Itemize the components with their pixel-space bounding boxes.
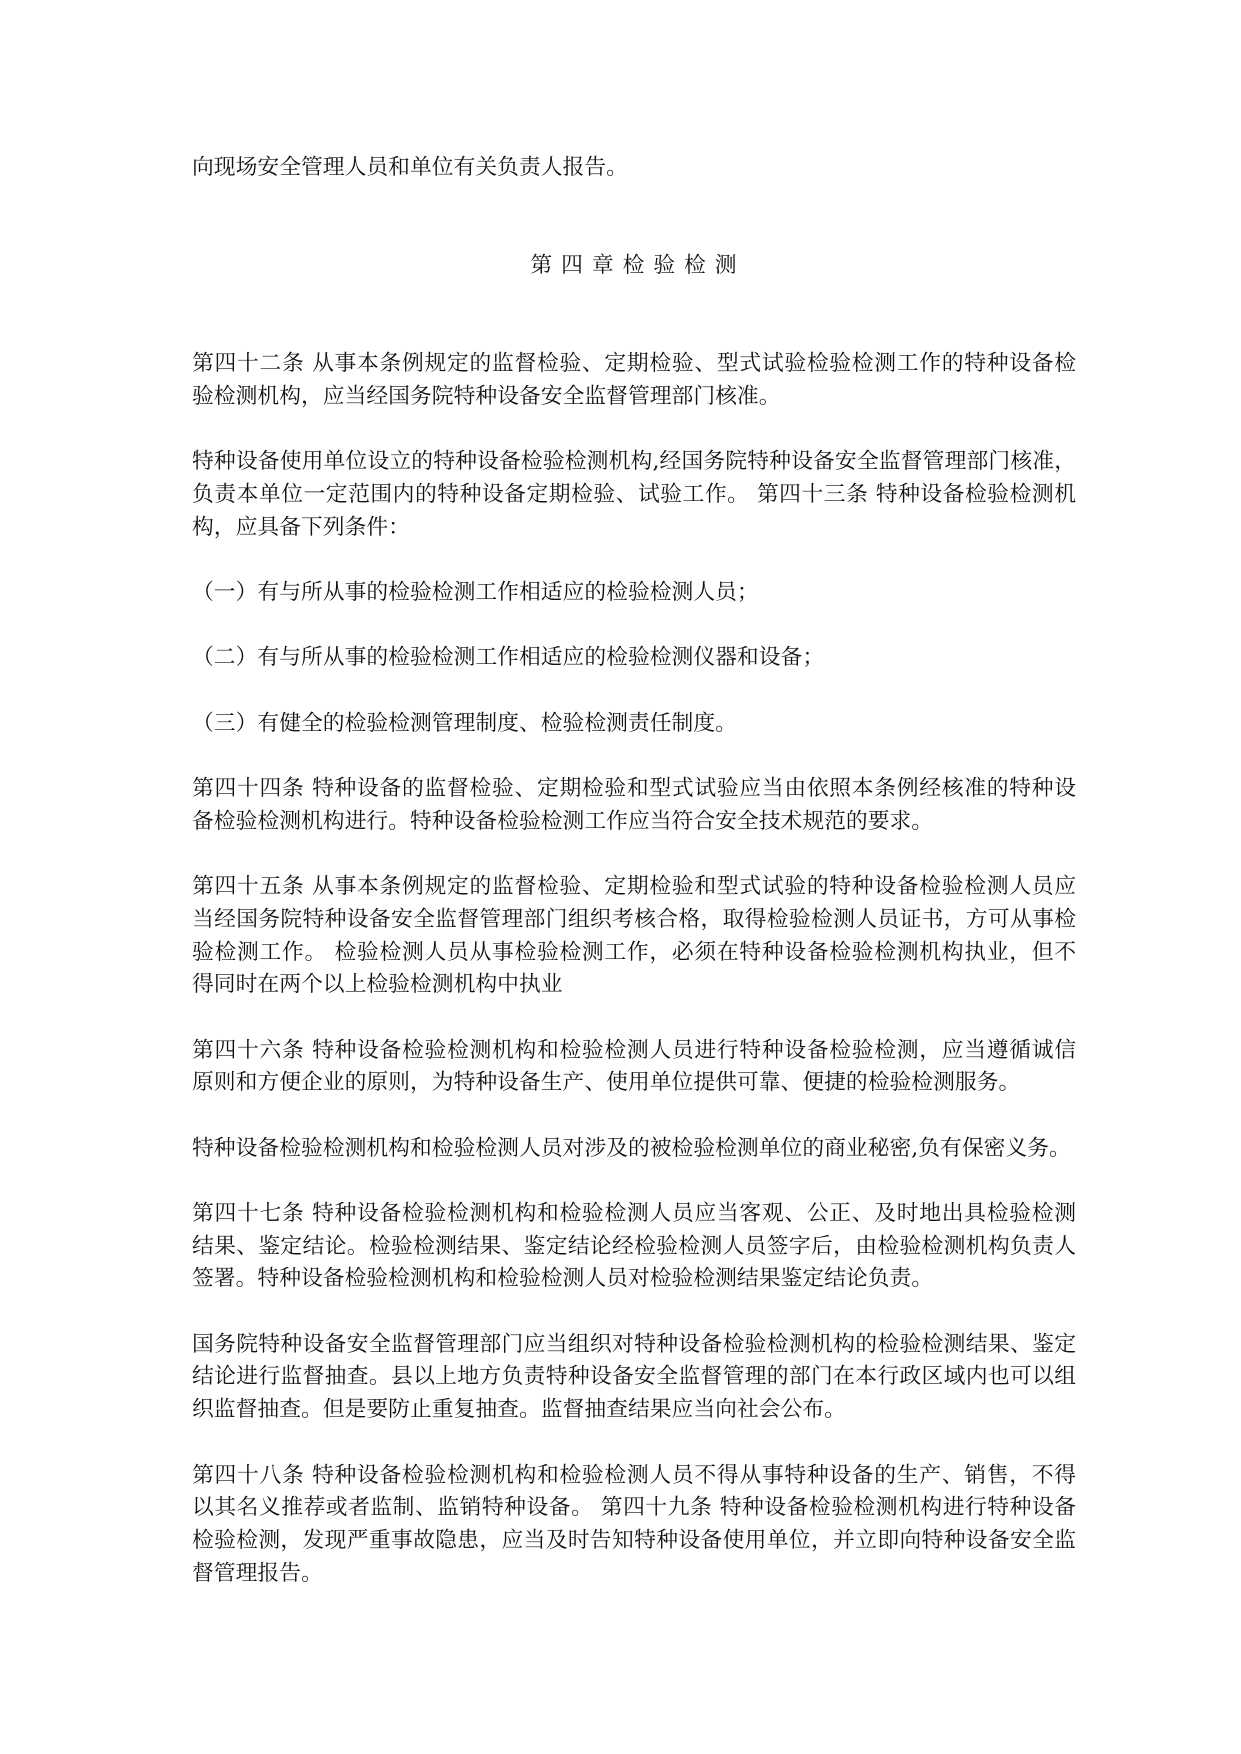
paragraph-line: 织监督抽查。但是要防止重复抽查。监督抽查结果应当向社会公布。 [192,1397,846,1423]
paragraph-line: 备检验检测机构进行。特种设备检验检测工作应当符合安全技术规范的要求。 [192,808,934,834]
paragraph-line: 结果、鉴定结论。检验检测结果、鉴定结论经检验检测人员签字后，由检验检测机构负责人 [192,1233,1076,1259]
article-45-paragraph [192,871,1076,1002]
document-body [192,152,1076,1623]
paragraph-line: 第四十八条 特种设备检验检测机构和检验检测人员不得从事特种设备的生产、销售，不得 [192,1462,1076,1488]
continued-text-line: 向现场安全管理人员和单位有关负责人报告。 [192,155,628,180]
article-47-paragraph [192,1198,1076,1296]
paragraph-line: 第四十七条 特种设备检验检测机构和检验检测人员应当客观、公正、及时地出具检验检测 [192,1201,1076,1227]
paragraph-line: 原则和方便企业的原则，为特种设备生产、使用单位提供可靠、便捷的检验检测服务。 [192,1070,1021,1096]
article-46-paragraph [192,1035,1076,1100]
paragraph-line: 以其名义推荐或者监制、监销特种设备。 第四十九条 特种设备检验检测机构进行特种设备 [192,1495,1076,1521]
article-42-paragraph [192,348,1076,413]
paragraph-line: 第四十六条 特种设备检验检测机构和检验检测人员进行特种设备检验检测，应当遵循诚信 [192,1037,1076,1063]
paragraph-line: （三）有健全的检验检测管理制度、检验检测责任制度。 [192,710,737,736]
paragraph-line: 当经国务院特种设备安全监督管理部门组织考核合格，取得检验检测人员证书，方可从事检 [192,906,1076,932]
condition-item-3 [192,708,1076,741]
article-44-paragraph [192,773,1076,838]
paragraph-line: （一）有与所从事的检验检测工作相适应的检验检测人员； [192,579,759,605]
condition-item-1 [192,577,1076,610]
paragraph-line: 国务院特种设备安全监督管理部门应当组织对特种设备检验检测机构的检验检测结果、鉴定 [192,1331,1076,1357]
paragraph-line: （二）有与所从事的检验检测工作相适应的检验检测仪器和设备； [192,645,825,671]
paragraph-line: 结论进行监督抽查。县以上地方负责特种设备安全监督管理的部门在本行政区域内也可以组 [192,1364,1076,1390]
spot-check-paragraph [192,1329,1076,1427]
condition-item-2 [192,642,1076,675]
paragraph-line: 督管理报告。 [192,1560,323,1586]
paragraph-line: 第四十四条 特种设备的监督检验、定期检验和型式试验应当由依照本条例经核准的特种设 [192,776,1076,802]
paragraph-line: 验检测工作。 检验检测人员从事检验检测工作，必须在特种设备检验检测机构执业，但不 [192,939,1076,965]
paragraph-line: 第四十五条 从事本条例规定的监督检验、定期检验和型式试验的特种设备检验检测人员应 [192,874,1076,900]
paragraph-line: 负责本单位一定范围内的特种设备定期检验、试验工作。 第四十三条 特种设备检验检测机 [192,481,1076,507]
paragraph-line: 构，应具备下列条件： [192,514,410,540]
article-43-paragraph [192,446,1076,544]
paragraph-line: 特种设备检验检测机构和检验检测人员对涉及的被检验检测单位的商业秘密,负有保密义务。 [192,1135,1071,1161]
paragraph-line: 签署。特种设备检验检测机构和检验检测人员对检验检测结果鉴定结论负责。 [192,1266,934,1292]
paragraph-line: 得同时在两个以上检验检测机构中执业 [192,972,563,998]
article-48-paragraph [192,1460,1076,1591]
paragraph-line: 特种设备使用单位设立的特种设备检验检测机构,经国务院特种设备安全监督管理部门核准， [192,449,1076,475]
paragraph-line: 验检测机构，应当经国务院特种设备安全监督管理部门核准。 [192,383,781,409]
paragraph-line: 第四十二条 从事本条例规定的监督检验、定期检验、型式试验检验检测工作的特种设备检 [192,351,1076,377]
chapter-heading: 第 四 章 检 验 检 测 [530,253,738,279]
confidentiality-paragraph [192,1133,1076,1166]
paragraph-line: 检验检测，发现严重事故隐患，应当及时告知特种设备使用单位，并立即向特种设备安全监 [192,1527,1076,1553]
